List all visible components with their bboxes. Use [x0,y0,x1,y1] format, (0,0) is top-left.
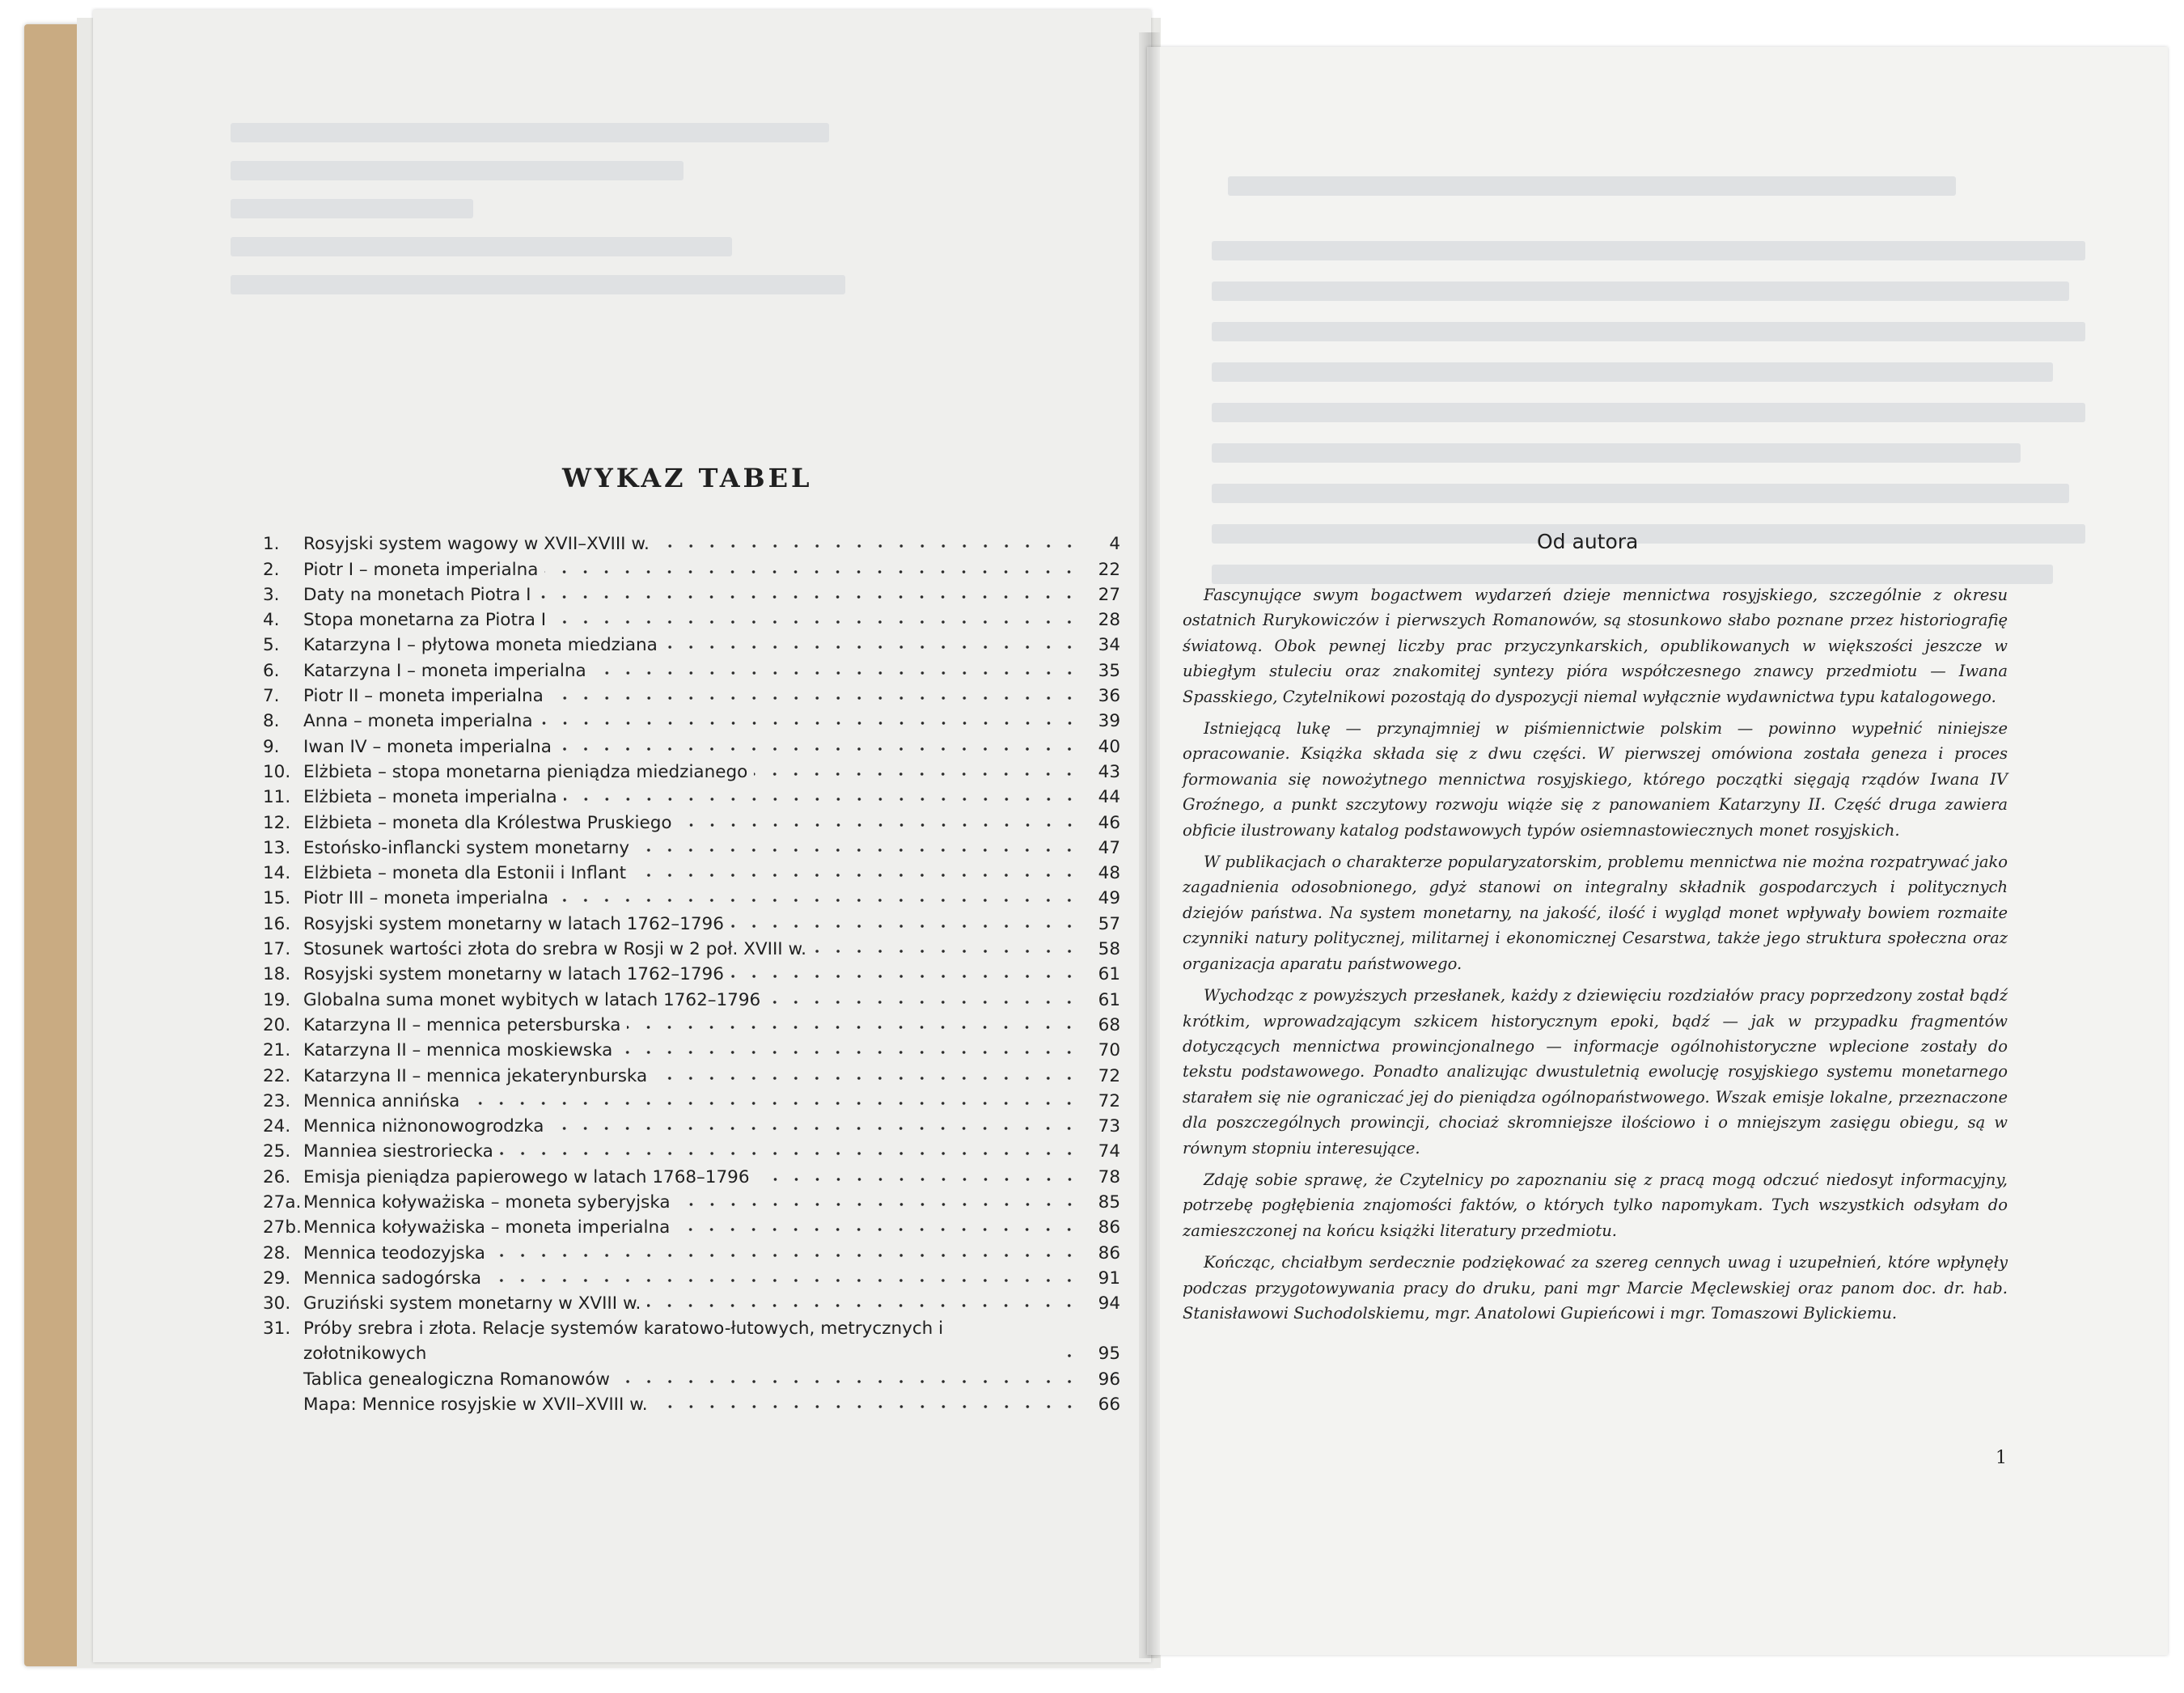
toc-entry-page: 34 [1098,635,1120,656]
toc-leader-dots [1062,1352,1080,1360]
toc-entry [263,1063,1120,1088]
toc-entry-title: Katarzyna II – mennica moskiewska [303,1040,613,1061]
preface-paragraph: Wychodząc z powyższych przesłanek, każdy z dziewięciu rozdziałów pracy poprzedzony został bądź krótkim, wprowadzającym szkicem historycznym epoki, bądź — jak w przypadku fragmentów dotyczących mennictwa prowincjonalnego — informacje ogólnohistoryczne wplecione zostały do tekstu podstawowego. Ponadto analizując dwustuletnią ewolucję rosyjskiego systemu monetarnego starałem się nie ograniczać jej do pieniądza ogólnopaństwowego. Wszak emisje lokalne, przeznaczone dla poszczególnych prowincji, chociaż skromniejsze ilościowo i o mniejszym zasięgu obiegu, są w równym stopniu interesujące. [1183,986,2008,1158]
list-of-tables [263,531,1120,1417]
toc-entry-title: Katarzyna II – mennica petersburska [303,1014,621,1035]
toc-entry-page: 28 [1098,610,1120,631]
toc-entry-number: 23. [263,1090,291,1111]
toc-leader-dots [550,694,1080,702]
toc-leader-dots [558,745,1080,753]
toc-entry-page: 48 [1098,863,1120,884]
toc-entry-title: Anna – moneta imperialna [303,711,533,732]
toc-entry-number: 3. [263,584,280,605]
toc-entry-page: 61 [1098,989,1120,1010]
toc-entry [263,1139,1120,1164]
preface-paragraph: Zdaję sobie sprawę, że Czytelnicy po zapoznaniu się z pracą mogą odczuć niedosyt informacyjny, potrzebę pogłębienia znajomości faktów, o których tylko napomykam. Tych wszystkich odsyłam do zamieszczonej na końcu książki literatury przedmiotu. [1183,1170,2008,1240]
toc-entry-page: 96 [1098,1369,1120,1390]
toc-entry-number: 2. [263,559,280,580]
toc-entry-number: 4. [263,610,280,631]
toc-entry [263,836,1120,861]
toc-entry-title: Tablica genealogiczna Romanowów [303,1369,610,1390]
toc-entry-page: 70 [1098,1040,1120,1061]
toc-entry [263,911,1120,936]
toc-entry-title: Mennica koływażiska – moneta imperialna [303,1217,671,1238]
toc-entry [263,1164,1120,1189]
toc-entry-number: 25. [263,1141,291,1162]
toc-leader-dots [767,998,1080,1006]
toc-entry [263,861,1120,886]
toc-entry-title: Mennica annińska [303,1090,460,1111]
preface-paragraph: W publikacjach o charakterze popularyzatorskim, problemu mennictwa nie można rozpatrywać jako zagadnienia odosobnionego, gdyż stanowi on integralny składnik gospodarczych i politycznych dziejów państwa. Na system monetarny, na jakość, ilość i wygląd monet wpływały bowiem rozmaite czynniki natury politycznej, militarnej i ekonomicznej Cesarstwa, także jego struktura społeczna oraz organizacja aparatu państwowego. [1183,853,2008,973]
toc-entry-title: Piotr II – moneta imperialna [303,686,544,707]
toc-entry-page: 91 [1098,1268,1120,1289]
toc-entry [263,1240,1120,1265]
toc-leader-dots [730,922,1080,930]
toc-leader-dots [756,1175,1080,1183]
toc-leader-dots [677,1200,1080,1208]
toc-entry-number: 15. [263,888,291,909]
toc-entry-page: 61 [1098,964,1120,985]
toc-entry-title: Stosunek wartości złota do srebra w Rosji w 2 poł. XVIII w. [303,939,806,960]
toc-leader-dots [654,1074,1080,1082]
toc-entry [263,607,1120,633]
toc-entry-title: Piotr III – moneta imperialna [303,888,549,909]
toc-entry-page: 49 [1098,888,1120,909]
toc-entry-page: 4 [1109,534,1120,555]
toc-entry-number: 12. [263,812,291,833]
toc-entry [263,937,1120,962]
toc-entry-number: 18. [263,964,291,985]
toc-entry [263,633,1120,658]
toc-entry-title: Rosyjski system monetarny w latach 1762–1796 [303,964,724,985]
page-number: 1 [1996,1448,2007,1468]
toc-entry-number: 1. [263,534,280,555]
toc-leader-dots [627,1023,1080,1031]
toc-leader-dots [676,1225,1080,1234]
toc-entry-number: 6. [263,660,280,681]
toc-entry-number: 20. [263,1014,291,1035]
toc-entry-page: 95 [1098,1344,1120,1365]
toc-entry-title: Katarzyna II – mennica jekaterynburska [303,1065,648,1086]
toc-entry-title: Elżbieta – moneta dla Estonii i Inflant [303,863,627,884]
toc-entry-number: 27b. [263,1217,302,1238]
toc-entry-title: Estońsko-inflancki system monetarny [303,837,630,858]
toc-entry [263,886,1120,911]
toc-entry-number: 22. [263,1065,291,1086]
toc-entry-number: 10. [263,761,291,782]
toc-entry-page: 86 [1098,1217,1120,1238]
toc-leader-dots [656,542,1080,550]
toc-entry-number: 13. [263,837,291,858]
toc-entry-number: 14. [263,863,291,884]
toc-entry-page: 40 [1098,736,1120,757]
toc-entry [263,1215,1120,1240]
toc-entry-page: 36 [1098,686,1120,707]
toc-entry-title: Daty na monetach Piotra I [303,584,531,605]
toc-leader-dots [500,1149,1080,1158]
toc-entry-number: 7. [263,686,280,707]
toc-leader-dots [647,1301,1080,1310]
toc-entry-page: 22 [1098,559,1120,580]
toc-leader-dots [488,1276,1080,1285]
toc-leader-dots [619,1048,1080,1056]
toc-entry-title: Próby srebra i złota. Relacje systemów karatowo-łutowych, metrycznych i zołotnikowych [303,1318,944,1365]
preface-paragraph: Fascynujące swym bogactwem wydarzeń dzieje mennictwa rosyjskiego, szczególnie z okresu ostatnich Rurykowiczów i pierwszych Romanowów, są stosunkowo słabo poznane przez historiografię światową. Obok pewnej liczby prac przyczynkarskich, opublikowanych w większości jeszcze w ubiegłym stuleciu oraz znakomitej syntezy pióra współczesnego znawcy przedmiotu — Iwana Spasskiego, Czytelnikowi pozostają do dyspozycji niemal wyłącznie wydawnictwa typu katalogowego. [1183,586,2008,706]
toc-entry [263,734,1120,759]
toc-entry-number: 11. [263,787,291,808]
toc-entry-page: 66 [1098,1394,1120,1415]
toc-entry-number: 21. [263,1040,291,1061]
toc-entry [263,1114,1120,1139]
toc-entry-number: 28. [263,1242,291,1263]
toc-entry-title: Globalna suma monet wybitych w latach 1762–1796 [303,989,761,1010]
toc-entry-title: Mapa: Mennice rosyjskie w XVII–XVIII w. [303,1394,648,1415]
toc-entry-page: 74 [1098,1141,1120,1162]
toc-entry-title: Mennica sadogórska [303,1268,482,1289]
toc-entry-page: 72 [1098,1090,1120,1111]
toc-entry [263,1190,1120,1215]
toc-entry [263,1038,1120,1063]
toc-entry-page: 94 [1098,1293,1120,1314]
toc-leader-dots [654,1403,1080,1411]
toc-entry-title: Manniea siestroriecka [303,1141,493,1162]
preface-paragraph: Istniejącą lukę — przynajmniej w piśmiennictwie polskim — powinno wypełnić niniejsze opracowanie. Książka składa się z dwu części. W pierwszej omówiona została geneza i proces formowania się nowożytnego mennictwa rosyjskiego, którego początki sięgają rządów Iwana IV Groźnego, a punkt szczytowy rozwoju wiąże się z panowaniem Katarzyny II. Część druga zawiera obficie ilustrowany katalog podstawowych typów osiemnastowiecznych monet rosyjskich. [1183,719,2008,840]
toc-leader-dots [552,618,1080,626]
toc-leader-dots [555,896,1080,904]
toc-entry-title: Rosyjski system wagowy w XVII–XVIII w. [303,534,650,555]
toc-entry-title: Stopa monetarna za Piotra I [303,610,547,631]
toc-entry-number: 5. [263,635,280,656]
toc-entry-title: Elżbieta – moneta dla Królestwa Pruskiego [303,812,672,833]
toc-entry [263,785,1120,810]
toc-leader-dots [616,1378,1080,1386]
toc-entry [263,557,1120,582]
toc-entry [263,684,1120,709]
toc-entry [263,1392,1120,1417]
toc-entry-number: 16. [263,913,291,934]
toc-leader-dots [593,669,1080,677]
toc-leader-dots [466,1099,1080,1107]
toc-leader-dots [550,1124,1080,1132]
toc-entry-page: 27 [1098,584,1120,605]
list-of-tables-title: WYKAZ TABEL [562,463,813,493]
preface-heading: Od autora [1537,530,1639,553]
book-gutter [1139,32,1160,1658]
toc-entry [263,962,1120,987]
toc-entry [263,1291,1120,1316]
toc-entry-title: Elżbieta – moneta imperialna [303,787,557,808]
toc-leader-dots [679,821,1081,829]
toc-entry-title: Iwan IV – moneta imperialna [303,736,552,757]
toc-entry-number: 26. [263,1166,291,1187]
toc-entry [263,987,1120,1012]
toc-leader-dots [664,643,1080,651]
toc-entry [263,1089,1120,1114]
toc-leader-dots [540,719,1081,727]
toc-entry-title: Katarzyna I – moneta imperialna [303,660,586,681]
toc-leader-dots [730,972,1080,980]
toc-entry [263,1266,1120,1291]
toc-entry-page: 46 [1098,812,1120,833]
toc-entry-page: 57 [1098,913,1120,934]
toc-entry-number: 8. [263,711,280,732]
toc-entry-title: Elżbieta – stopa monetarna pieniądza miedzianego [303,761,748,782]
toc-entry-number: 27a. [263,1192,302,1213]
toc-entry [263,1316,1120,1366]
toc-leader-dots [492,1251,1080,1259]
toc-leader-dots [636,846,1080,854]
toc-entry [263,1013,1120,1038]
toc-entry [263,531,1120,557]
toc-entry-title: Mennica niżnonowogrodzka [303,1116,544,1137]
show-through-text [231,115,861,309]
toc-entry-page: 35 [1098,660,1120,681]
toc-entry [263,709,1120,734]
toc-leader-dots [754,770,1080,778]
toc-entry-title: Piotr I – moneta imperialna [303,559,539,580]
toc-leader-dots [813,947,1080,955]
toc-entry-page: 86 [1098,1242,1120,1263]
toc-entry-number: 30. [263,1293,291,1314]
toc-entry-title: Mennica teodozyjska [303,1242,485,1263]
toc-entry-number: 17. [263,939,291,960]
toc-entry-page: 72 [1098,1065,1120,1086]
toc-entry-title: Rosyjski system monetarny w latach 1762–1796 [303,913,724,934]
toc-entry-number: 29. [263,1268,291,1289]
toc-leader-dots [564,795,1080,803]
preface-paragraph: Kończąc, chciałbym serdecznie podziękować za szereg cennych uwag i uzupełnień, które wpłynęły podczas przygotowywania pracy do druku, pani mgr Marcie Męclewskiej oraz panom doc. dr. hab. Stanisławowi Suchodolskiemu, mgr. Anatolowi Gupieńcowi i mgr. Tomaszowi Bylickiemu. [1183,1253,2008,1323]
toc-entry-page: 68 [1098,1014,1120,1035]
toc-entry-page: 47 [1098,837,1120,858]
toc-entry-title: Emisja pieniądza papierowego w latach 1768–1796 [303,1166,750,1187]
toc-entry-number: 9. [263,736,280,757]
toc-entry-title: Gruziński system monetarny w XVIII w. [303,1293,641,1314]
toc-entry [263,810,1120,835]
toc-entry [263,582,1120,607]
toc-entry-number: 19. [263,989,291,1010]
toc-entry-page: 58 [1098,939,1120,960]
toc-leader-dots [633,871,1080,879]
toc-entry-page: 43 [1098,761,1120,782]
toc-entry-page: 39 [1098,711,1120,732]
toc-entry-page: 44 [1098,787,1120,808]
toc-entry [263,760,1120,785]
toc-leader-dots [544,568,1080,576]
toc-entry [263,1366,1120,1391]
toc-entry-title: Katarzyna I – płytowa moneta miedziana [303,635,658,656]
toc-entry-page: 78 [1098,1166,1120,1187]
toc-entry [263,658,1120,683]
toc-entry-page: 85 [1098,1192,1120,1213]
toc-entry-number: 31. [263,1318,291,1340]
toc-entry-title: Mennica koływażiska – moneta syberyjska [303,1192,671,1213]
toc-leader-dots [537,593,1080,601]
preface-body [1183,582,2008,1332]
toc-entry-page: 73 [1098,1116,1120,1137]
toc-entry-number: 24. [263,1116,291,1137]
